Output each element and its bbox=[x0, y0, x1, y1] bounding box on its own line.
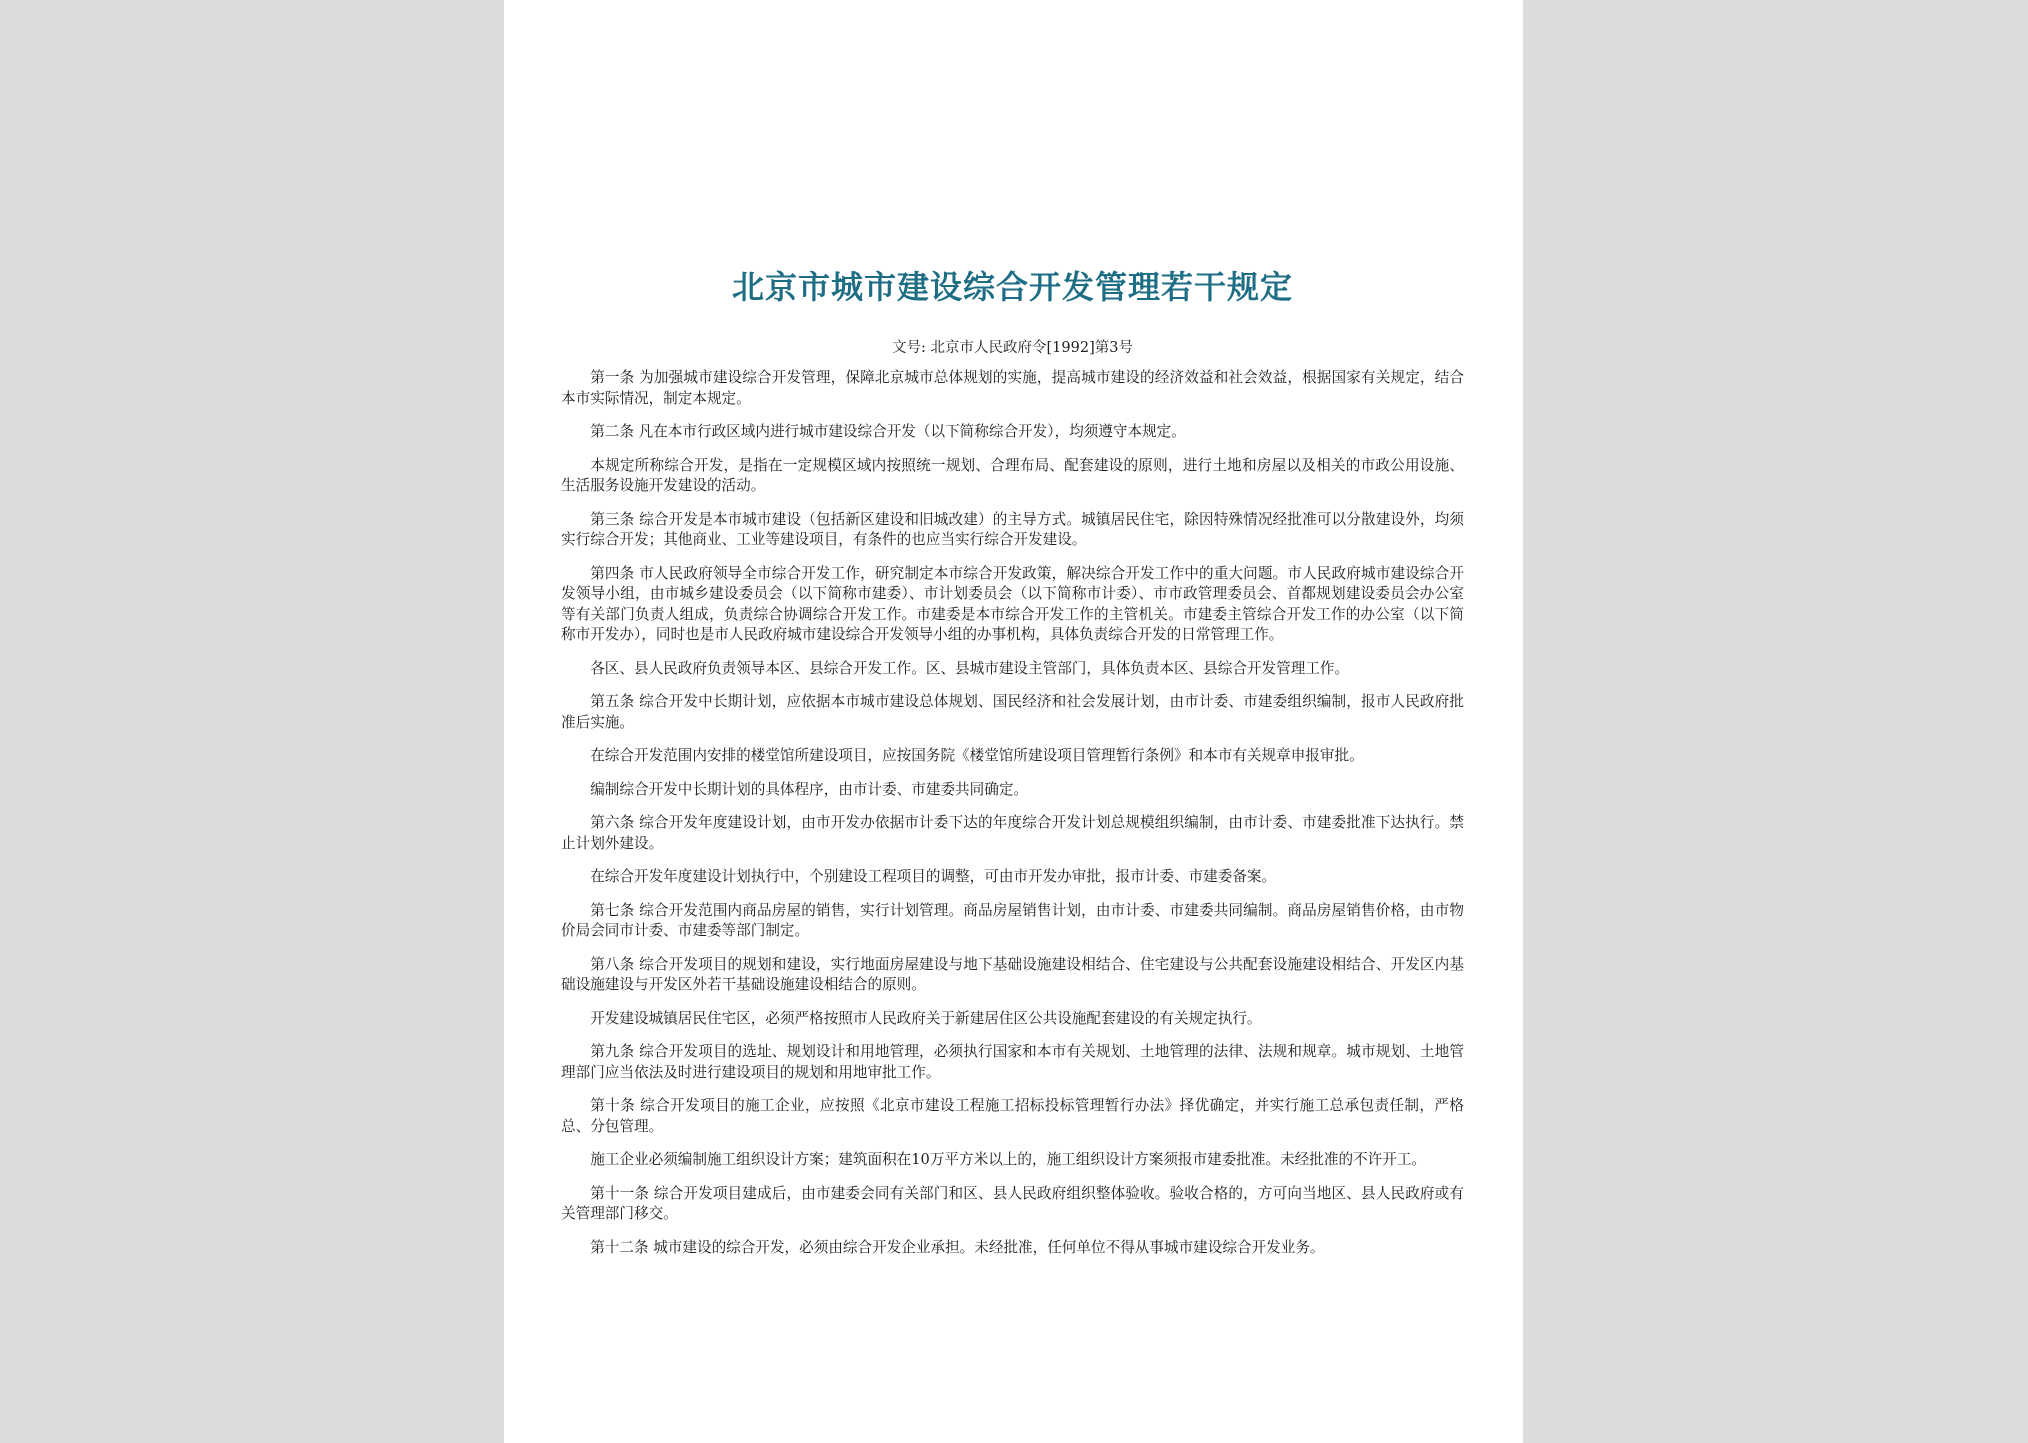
paragraph: 在综合开发年度建设计划执行中，个别建设工程项目的调整，可由市开发办审批，报市计委、市建委备案。 bbox=[590, 868, 1277, 885]
paragraph: 第一条 为加强城市建设综合开发管理，保障北京城市总体规划的实施，提高城市建设的经济效益和社会效益，根据国家有关规定，结合本市实际情况，制定本规定。 bbox=[561, 369, 1464, 407]
paragraph: 本规定所称综合开发，是指在一定规模区域内按照统一规划、合理布局、配套建设的原则，进行土地和房屋以及相关的市政公用设施、生活服务设施开发建设的活动。 bbox=[561, 456, 1464, 494]
paragraph: 第二条 凡在本市行政区域内进行城市建设综合开发（以下简称综合开发），均须遵守本规定。 bbox=[590, 423, 1186, 440]
paragraph: 在综合开发范围内安排的楼堂馆所建设项目，应按国务院《楼堂馆所建设项目管理暂行条例》和本市有关规章申报审批。 bbox=[590, 747, 1364, 764]
paragraph: 第六条 综合开发年度建设计划，由市开发办依据市计委下达的年度综合开发计划总规模组织编制，由市计委、市建委批准下达执行。禁止计划外建设。 bbox=[561, 814, 1464, 852]
paragraph: 施工企业必须编制施工组织设计方案；建筑面积在10万平方米以上的，施工组织设计方案须报市建委批准。未经批准的不许开工。 bbox=[590, 1151, 1427, 1168]
document-number: 文号: 北京市人民政府令[1992]第3号 bbox=[892, 340, 1133, 356]
paragraph: 编制综合开发中长期计划的具体程序，由市计委、市建委共同确定。 bbox=[590, 780, 1029, 798]
paragraph: 第四条 市人民政府领导全市综合开发工作，研究制定本市综合开发政策，解决综合开发工作中的重大问题。市人民政府城市建设综合开发领导小组，由市城乡建设委员会（以下简称市建委）、市计划委员会（以下简称市计委）、市市政管理委员会、首都规划建设委员会办公室等有关部门负责人组成，负责综合协调综合开发工作。市建委是本市综合开发工作的主管机关。市建委主管综合开发工作的办公室（以下简称市开发办），同时也是市人民政府城市建设综合开发领导小组的办事机构，具体负责综合开发的日常管理工作。 bbox=[561, 564, 1464, 643]
document-page bbox=[504, 0, 1523, 1443]
document-body bbox=[561, 368, 1464, 1258]
document-title: 北京市城市建设综合开发管理若干规定 bbox=[731, 268, 1293, 306]
paragraph: 第八条 综合开发项目的规划和建设，实行地面房屋建设与地下基础设施建设相结合、住宅建设与公共配套设施建设相结合、开发区内基础设施建设与开发区外若干基础设施建设相结合的原则。 bbox=[561, 955, 1464, 993]
paragraph: 各区、县人民政府负责领导本区、县综合开发工作。区、县城市建设主管部门，具体负责本区、县综合开发管理工作。 bbox=[590, 659, 1350, 677]
paragraph: 第十一条 综合开发项目建成后，由市建委会同有关部门和区、县人民政府组织整体验收。验收合格的，方可向当地区、县人民政府或有关管理部门移交。 bbox=[561, 1184, 1464, 1222]
paragraph: 第九条 综合开发项目的选址、规划设计和用地管理，必须执行国家和本市有关规划、土地管理的法律、法规和规章。城市规划、土地管理部门应当依法及时进行建设项目的规划和用地审批工作。 bbox=[561, 1043, 1464, 1081]
paragraph: 第十条 综合开发项目的施工企业，应按照《北京市建设工程施工招标投标管理暂行办法》择优确定，并实行施工总承包责任制，严格总、分包管理。 bbox=[561, 1097, 1464, 1135]
paragraph: 第五条 综合开发中长期计划，应依据本市城市建设总体规划、国民经济和社会发展计划，由市计委、市建委组织编制，报市人民政府批准后实施。 bbox=[561, 693, 1464, 731]
paragraph: 第三条 综合开发是本市城市建设（包括新区建设和旧城改建）的主导方式。城镇居民住宅，除因特殊情况经批准可以分散建设外，均须实行综合开发；其他商业、工业等建设项目，有条件的也应当实行综合开发建设。 bbox=[561, 510, 1464, 548]
paragraph: 第七条 综合开发范围内商品房屋的销售，实行计划管理。商品房屋销售计划，由市计委、市建委共同编制。商品房屋销售价格，由市物价局会同市计委、市建委等部门制定。 bbox=[561, 901, 1464, 939]
paragraph: 第十二条 城市建设的综合开发，必须由综合开发企业承担。未经批准，任何单位不得从事城市建设综合开发业务。 bbox=[590, 1238, 1325, 1256]
paragraph: 开发建设城镇居民住宅区，必须严格按照市人民政府关于新建居住区公共设施配套建设的有关规定执行。 bbox=[590, 1009, 1262, 1027]
